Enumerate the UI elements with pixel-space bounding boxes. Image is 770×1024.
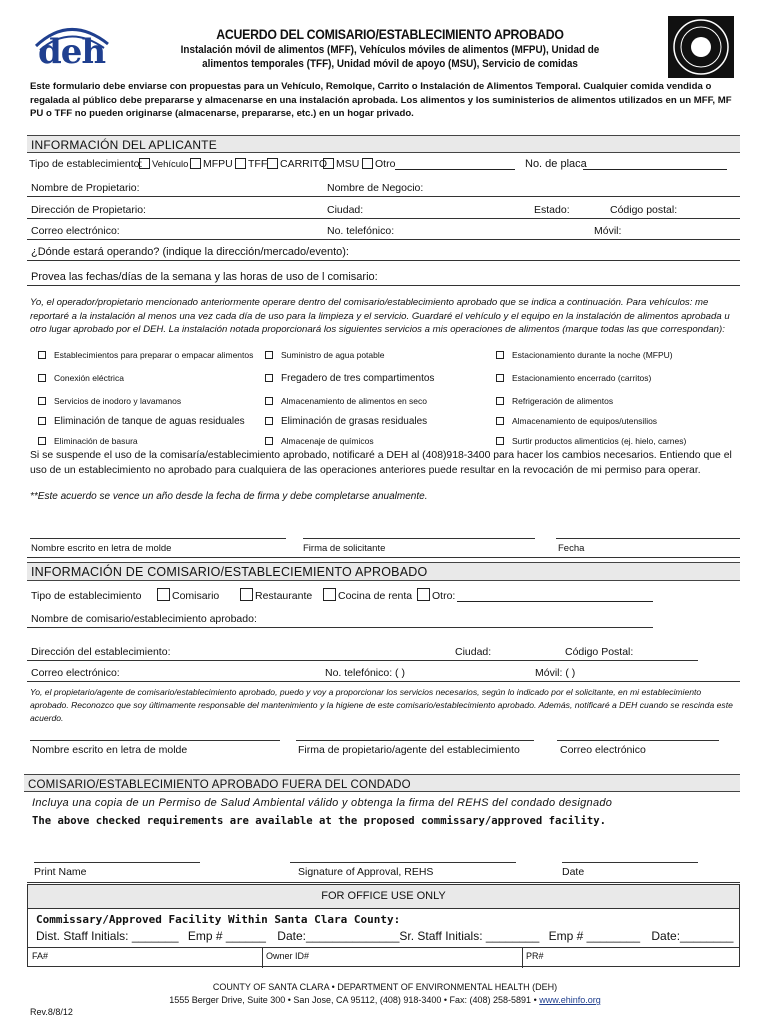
outside-county-instruction: Incluya una copia de un Permiso de Salud Ambiental válido y obtenga la firma del REHS del condado designado bbox=[32, 797, 613, 809]
fa-number[interactable]: FA# bbox=[32, 951, 49, 961]
service-option[interactable] bbox=[496, 350, 673, 360]
emp-number-2[interactable]: Emp # ________ bbox=[548, 929, 641, 943]
suspension-notice: Si se suspende el uso de la comisaría/establecimiento aprobado, notificaré a DEH al (408)918-3400 para hacer los cambios necesarios. Entiendo que el uso de un establecimiento no aprobado para cualquiera de las operaciones anteriores puede resultar en la revocación de mi permiso para operar. bbox=[30, 450, 732, 476]
service-option[interactable] bbox=[265, 350, 385, 360]
office-use-title-bar bbox=[28, 885, 739, 909]
service-checkbox[interactable] bbox=[496, 397, 504, 405]
service-label: Almacenaje de químicos bbox=[281, 436, 374, 446]
subtitle-line-1: Instalación móvil de alimentos (MFF), Vehículos móviles de alimentos (MFPU), Unidad de bbox=[180, 44, 600, 56]
service-option[interactable] bbox=[265, 373, 434, 384]
footer-line-1: COUNTY OF SANTA CLARA • DEPARTMENT OF ENVIRONMENTAL HEALTH (DEH) bbox=[212, 982, 558, 992]
office-commissary-line: Commissary/Approved Facility Within Santa Clara County: bbox=[36, 913, 401, 926]
type-comisario[interactable] bbox=[157, 588, 219, 602]
tff-checkbox[interactable] bbox=[235, 158, 246, 169]
service-checkbox[interactable] bbox=[496, 437, 504, 445]
office-staff-row bbox=[36, 929, 736, 943]
applicant-section-header bbox=[27, 135, 740, 153]
service-label: Eliminación de basura bbox=[54, 436, 138, 446]
type-other[interactable] bbox=[362, 158, 395, 170]
carrito-label: CARRITO bbox=[280, 158, 328, 170]
owner-address-label[interactable]: Dirección de Propietario: bbox=[31, 204, 146, 216]
applicant-date-line[interactable] bbox=[556, 538, 740, 539]
service-label: Estacionamiento encerrado (carritos) bbox=[512, 373, 652, 383]
commissary-contact-row bbox=[27, 666, 740, 682]
where-row bbox=[27, 245, 740, 261]
commissary-name-label[interactable]: Nombre de comisario/establecimiento aprobado: bbox=[31, 613, 257, 625]
logo-text: deh bbox=[38, 32, 106, 72]
service-option[interactable] bbox=[265, 416, 427, 427]
service-label: Surtir productos alimenticios (ej. hielo, carnes) bbox=[512, 436, 687, 446]
other-label: Otro bbox=[375, 158, 396, 170]
state-label[interactable]: Estado: bbox=[534, 204, 570, 216]
applicant-signature-line[interactable] bbox=[303, 538, 535, 539]
office-divider-2 bbox=[522, 948, 523, 968]
commissary-address-row bbox=[27, 645, 698, 661]
service-label: Establecimientos para preparar o empacar alimentos bbox=[54, 350, 254, 360]
contact-row bbox=[27, 223, 740, 240]
service-option[interactable] bbox=[265, 396, 427, 406]
pr-number[interactable]: PR# bbox=[526, 951, 544, 961]
service-checkbox[interactable] bbox=[38, 351, 46, 359]
type-label: Tipo de establecimiento: bbox=[29, 158, 143, 170]
comisario-label: Comisario bbox=[172, 590, 220, 602]
print-name-line[interactable] bbox=[34, 862, 200, 863]
footer-link[interactable]: www.ehinfo.org bbox=[539, 995, 601, 1005]
address-row bbox=[27, 202, 740, 219]
applicant-name-caption: Nombre escrito en letra de molde bbox=[31, 543, 172, 554]
applicant-date-caption: Fecha bbox=[558, 543, 585, 554]
requirements-statement: The above checked requirements are available at the proposed commissary/approved facility. bbox=[32, 815, 607, 827]
type-restaurante[interactable] bbox=[240, 588, 312, 602]
mfpu-checkbox[interactable] bbox=[190, 158, 201, 169]
email-label[interactable]: Correo electrónico: bbox=[31, 225, 120, 237]
service-checkbox[interactable] bbox=[496, 351, 504, 359]
service-checkbox[interactable] bbox=[38, 437, 46, 445]
expiry-note: **Este acuerdo se vence un año desde la fecha de firma y debe completarse anualmente. bbox=[30, 491, 428, 502]
dates-row bbox=[27, 270, 740, 286]
service-label: Suministro de agua potable bbox=[281, 350, 385, 360]
footer-line-2 bbox=[0, 995, 770, 1005]
rehs-date-line[interactable] bbox=[562, 862, 698, 863]
mobile-label[interactable]: Móvil: bbox=[594, 225, 622, 237]
service-label: Eliminación de tanque de aguas residuales bbox=[54, 416, 245, 427]
owner-signature-line[interactable] bbox=[296, 740, 534, 741]
commissary-zip-label[interactable]: Código Postal: bbox=[565, 646, 634, 658]
service-checkbox[interactable] bbox=[38, 374, 46, 382]
tff-label: TFF bbox=[248, 158, 268, 170]
commissary-name-row bbox=[27, 612, 653, 628]
service-checkbox[interactable] bbox=[265, 397, 273, 405]
msu-label: MSU bbox=[336, 158, 360, 170]
operator-statement: Yo, el operador/propietario mencionado anteriormente operare dentro del comisario/establecimiento aprobado que se indica a continuación. Para vehículos: me reportaré a la instalación al menos una vez cada día de uso para la limpieza y el servicio. Guardaré el vehículo y el equipo en la instalación de alimentos aprobada u otro lugar aprobado por el DEH. La instalación notada proporcionará los siguientes servicios a mis operaciones de alimentos (marque todas las que correspondan): bbox=[30, 297, 730, 335]
commissary-address-label[interactable]: Dirección del establecimiento: bbox=[31, 646, 171, 658]
commissary-other-checkbox[interactable] bbox=[417, 588, 430, 601]
office-date-2[interactable]: Date:________ bbox=[651, 929, 734, 943]
page-title: ACUERDO DEL COMISARIO/ESTABLECIMIENTO APROBADO bbox=[216, 26, 564, 42]
msu-checkbox[interactable] bbox=[323, 158, 334, 169]
service-option[interactable] bbox=[38, 373, 124, 383]
commissary-city-label[interactable]: Ciudad: bbox=[455, 646, 492, 658]
print-name-caption: Print Name bbox=[34, 866, 87, 878]
commissary-email-label[interactable]: Correo electrónico: bbox=[31, 667, 120, 679]
service-label: Fregadero de tres compartimentos bbox=[281, 373, 435, 384]
service-label: Almacenamiento de equipos/utensilios bbox=[512, 416, 658, 426]
plate-input[interactable] bbox=[583, 158, 727, 170]
type-msu[interactable] bbox=[323, 158, 359, 170]
plate-label: No. de placa bbox=[525, 158, 587, 170]
commissary-other-input[interactable] bbox=[457, 590, 653, 602]
service-checkbox[interactable] bbox=[496, 374, 504, 382]
service-label: Refrigeración de alimentos bbox=[512, 396, 614, 406]
service-option[interactable] bbox=[38, 436, 138, 446]
outside-county-title: COMISARIO/ESTABLECIMIENTO APROBADO FUERA DEL CONDADO bbox=[28, 779, 411, 791]
rehs-signature-line[interactable] bbox=[290, 862, 516, 863]
service-option[interactable] bbox=[496, 416, 657, 426]
owner-name-label[interactable]: Nombre de Propietario: bbox=[31, 182, 140, 194]
cocina-checkbox[interactable] bbox=[323, 588, 336, 601]
service-label: Almacenamiento de alimentos en seco bbox=[281, 396, 427, 406]
intro-text: Este formulario debe enviarse con propuestas para un Vehículo, Remolque, Carrito o Instalación de Alimentos Temporal. Cualquier comida vendida o regalada al público debe prepararse y almacenarse en una instalación aprobada. Los alimentos y los suministerios de alimentos utilizados en un MFF, MF PU o TFF no pueden originarse (almacenarse, prepararse, etc.) en un hogar privado. bbox=[30, 81, 732, 119]
service-label: Estacionamiento durante la noche (MFPU) bbox=[512, 350, 673, 360]
applicant-signature-caption: Firma de solicitante bbox=[303, 543, 386, 554]
carrito-checkbox[interactable] bbox=[267, 158, 278, 169]
cocina-label: Cocina de renta bbox=[338, 590, 413, 602]
type-mfpu[interactable] bbox=[190, 158, 233, 170]
service-label: Servicios de inodoro y lavamanos bbox=[54, 396, 182, 406]
service-option[interactable] bbox=[38, 350, 253, 360]
restaurante-label: Restaurante bbox=[255, 590, 313, 602]
sig3-divider bbox=[27, 882, 740, 883]
office-date-1[interactable]: Date:______________ bbox=[277, 929, 400, 943]
commissary-section-title: INFORMACIÓN DE COMISARIO/ESTABLECIEMIENTO APROBADO bbox=[31, 565, 428, 579]
service-option[interactable] bbox=[265, 436, 374, 446]
sr-staff-initials[interactable]: Sr. Staff Initials: ________ bbox=[399, 929, 540, 943]
owner-row bbox=[27, 180, 740, 197]
office-divider-1 bbox=[262, 948, 263, 968]
owner-name-line[interactable] bbox=[30, 740, 280, 741]
service-checkbox[interactable] bbox=[265, 351, 273, 359]
commissary-type-label: Tipo de establecimiento bbox=[31, 590, 142, 602]
service-label: Conexión eléctrica bbox=[54, 373, 124, 383]
establishment-type-row bbox=[27, 156, 740, 172]
applicant-section-title: INFORMACIÓN DEL APLICANTE bbox=[31, 138, 217, 152]
owner-name-caption: Nombre escrito en letra de molde bbox=[32, 744, 188, 756]
type-cocina[interactable] bbox=[323, 588, 412, 602]
service-checkbox[interactable] bbox=[38, 397, 46, 405]
commissary-mobile-label[interactable]: Móvil: ( ) bbox=[535, 667, 576, 679]
service-option[interactable] bbox=[38, 416, 245, 427]
other-input[interactable] bbox=[395, 158, 515, 170]
service-option[interactable] bbox=[496, 373, 651, 383]
rehs-signature-caption: Signature of Approval, REHS bbox=[298, 866, 434, 878]
service-option[interactable] bbox=[496, 396, 613, 406]
type-tff[interactable] bbox=[235, 158, 267, 170]
dist-staff-initials[interactable]: Dist. Staff Initials: _______ bbox=[36, 929, 179, 943]
subtitle-line-2: alimentos temporales (TFF), Unidad móvil de apoyo (MSU), Servicio de comidas bbox=[202, 58, 578, 70]
service-option[interactable] bbox=[38, 396, 181, 406]
type-commissary-other[interactable] bbox=[417, 588, 455, 602]
outside-county-header bbox=[24, 774, 740, 792]
deh-logo bbox=[30, 18, 112, 70]
office-id-row bbox=[28, 947, 739, 967]
phone-label[interactable]: No. telefónico: bbox=[327, 225, 395, 237]
rehs-date-caption: Date bbox=[562, 866, 585, 878]
service-checkbox[interactable] bbox=[38, 417, 46, 425]
mfpu-label: MFPU bbox=[203, 158, 233, 170]
footer-address: 1555 Berger Drive, Suite 300 • San Jose, CA 95112, (408) 918-3400 • Fax: (408) 258-5891 • bbox=[169, 995, 537, 1005]
business-name-label[interactable]: Nombre de Negocio: bbox=[327, 182, 424, 194]
commissary-phone-label[interactable]: No. telefónico: ( ) bbox=[325, 667, 405, 679]
city-label[interactable]: Ciudad: bbox=[327, 204, 364, 216]
vehicle-checkbox[interactable] bbox=[139, 158, 150, 169]
comisario-checkbox[interactable] bbox=[157, 588, 170, 601]
sig1-divider bbox=[27, 557, 740, 558]
commissary-type-row bbox=[27, 586, 740, 604]
service-checkbox[interactable] bbox=[265, 417, 273, 425]
applicant-name-line[interactable] bbox=[30, 538, 286, 539]
service-option[interactable] bbox=[496, 436, 686, 446]
commissary-other-label: Otro: bbox=[432, 590, 456, 602]
commissary-section-header bbox=[27, 562, 740, 581]
emp-number-1[interactable]: Emp # ______ bbox=[187, 929, 266, 943]
office-use-box bbox=[27, 884, 740, 967]
type-carrito[interactable] bbox=[267, 158, 327, 170]
commissary-statement: Yo, el propietario/agente de comisario/establecimiento aprobado, puedo y voy a proporcionar los servicios necesarios, según lo indicado por el solicitante, en mi establecimiento aprobado. Reconozco que soy últimamente responsable del mantenimiento y la higiene de este comisario/establecimiento aprobado. Además, notificaré a DEH cuando se rescinda este acuerdo. bbox=[30, 687, 733, 723]
service-checkbox[interactable] bbox=[496, 417, 504, 425]
owner-email-caption: Correo electrónico bbox=[560, 744, 646, 756]
where-operating-label[interactable]: ¿Dónde estará operando? (indique la dirección/mercado/evento): bbox=[31, 246, 349, 258]
type-vehicle[interactable] bbox=[139, 158, 188, 170]
restaurante-checkbox[interactable] bbox=[240, 588, 253, 601]
revision-date: Rev.8/8/12 bbox=[30, 1007, 73, 1017]
service-checkbox[interactable] bbox=[265, 437, 273, 445]
zip-label[interactable]: Código postal: bbox=[610, 204, 678, 216]
service-checkbox[interactable] bbox=[265, 374, 273, 382]
owner-email-line[interactable] bbox=[557, 740, 719, 741]
office-use-title: FOR OFFICE USE ONLY bbox=[321, 890, 446, 902]
vehicle-label: Vehículo bbox=[152, 159, 189, 170]
county-seal bbox=[668, 16, 734, 78]
dates-label[interactable]: Provea las fechas/días de la semana y las horas de uso de l comisario: bbox=[31, 271, 378, 283]
owner-id[interactable]: Owner ID# bbox=[266, 951, 310, 961]
service-label: Eliminación de grasas residuales bbox=[281, 416, 428, 427]
other-checkbox[interactable] bbox=[362, 158, 373, 169]
owner-signature-caption: Firma de propietario/agente del establecimiento bbox=[298, 744, 520, 756]
